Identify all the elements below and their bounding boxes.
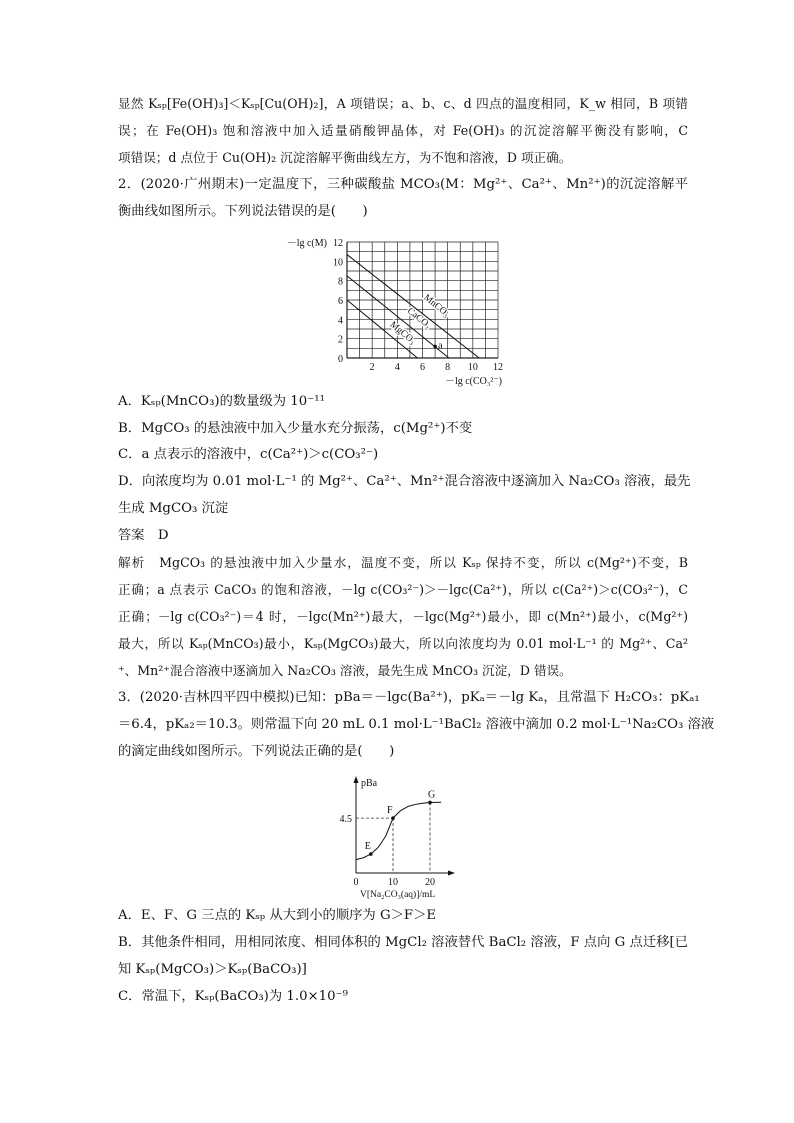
data-point-G	[428, 801, 432, 805]
q3-stem: 3．(2020·吉林四平四中模拟)已知：pBa＝－lgc(Ba²⁺)，pKₐ＝－lg Kₐ，且常温下 H₂CO₃：pKₐ₁	[118, 690, 700, 705]
q2-option-d: D．向浓度均为 0.01 mol·L⁻¹ 的 Mg²⁺、Ca²⁺、Mn²⁺混合溶液中逐滴加入 Na₂CO₃ 溶液，最先	[118, 474, 691, 489]
y-tick-label: 4	[338, 315, 343, 327]
x-tick-label: 10	[388, 877, 398, 888]
q2-explanation-line: 正确；a 点表示 CaCO₃ 的饱和溶液，－lg c(CO₃²⁻)＞－lgc(Ca²⁺)，所以 c(Ca²⁺)＞c(CO₃²⁻)，C	[118, 582, 688, 597]
q2-explanation-line: ⁺、Mn²⁺混合溶液中逐滴加入 Na₂CO₃ 溶液，最先生成 MnCO₃ 沉淀，D 错误。	[118, 663, 572, 678]
q3-stem: 的滴定曲线如图所示。下列说法正确的是( )	[118, 744, 395, 759]
x-tick-label: 12	[493, 362, 503, 373]
y-tick-label: 8	[338, 276, 343, 288]
prev-explanation-line: 显然 Kₛₚ[Fe(OH)₃]＜Kₛₚ[Cu(OH)₂]，A 项错误；a、b、c、d 四点的温度相同，K_w 相同，B 项错	[118, 96, 688, 111]
q2-answer: 答案 D	[118, 528, 169, 543]
q2-option-b: B．MgCO₃ 的悬浊液中加入少量水充分振荡，c(Mg²⁺)不变	[118, 421, 473, 436]
y-tick-label: 12	[333, 238, 343, 249]
q2-option-a: A．Kₛₚ(MnCO₃)的数量级为 10⁻¹¹	[118, 394, 325, 409]
q3-option-c: C．常温下，Kₛₚ(BaCO₃)为 1.0×10⁻⁹	[118, 989, 348, 1004]
x-tick-label: 10	[467, 362, 478, 373]
y-axis-label: pBa	[361, 778, 378, 789]
q2-explanation-line: 正确；－lg c(CO₃²⁻)＝4 时，－lgc(Mn²⁺)最大，－lgc(Mg²⁺)最小，即 c(Mn²⁺)最小，c(Mg²⁺)	[118, 609, 688, 624]
y-axis-arrow-icon	[354, 776, 359, 783]
data-point-E	[369, 852, 373, 856]
prev-explanation-line: 项错误；d 点位于 Cu(OH)₂ 沉淀溶解平衡曲线左方，为不饱和溶液，D 项正确。	[118, 150, 572, 165]
q2-chart	[280, 232, 520, 392]
y-tick-label: 4.5	[339, 814, 352, 826]
point-label: E	[364, 841, 371, 853]
x-tick-label: 0	[353, 877, 359, 888]
point-label: G	[428, 789, 436, 801]
y-tick-label: 10	[333, 257, 343, 269]
y-tick-label: 6	[338, 296, 343, 307]
x-tick-label: 6	[420, 362, 425, 373]
q2-option-c: C．a 点表示的溶液中，c(Ca²⁺)＞c(CO₃²⁻)	[118, 447, 379, 462]
prev-explanation-line: 误；在 Fe(OH)₃ 饱和溶液中加入适量硝酸钾晶体，对 Fe(OH)₃ 的沉淀溶解平衡没有影响，C	[118, 123, 688, 138]
q2-stem: 2．(2020·广州期末)一定温度下，三种碳酸盐 MCO₃(M：Mg²⁺、Ca²⁺、Mn²⁺)的沉淀溶解平	[118, 177, 688, 192]
q2-stem: 衡曲线如图所示。下列说法错误的是( )	[118, 204, 368, 219]
x-axis-label: －lg c(CO₃²⁻)	[444, 376, 502, 387]
x-tick-label: 20	[425, 877, 435, 888]
x-tick-label: 8	[445, 362, 451, 373]
q2-explanation-line: 解析 MgCO₃ 的悬浊液中加入少量水，温度不变，所以 Kₛₚ 保持不变，所以 c(Mg²⁺)不变，B	[118, 555, 688, 570]
point-label: F	[387, 805, 393, 817]
q3-option-b: B．其他条件相同，用相同浓度、相同体积的 MgCl₂ 溶液替代 BaCl₂ 溶液，F 点向 G 点迁移[已	[118, 935, 688, 950]
series-label: CaCO₃	[405, 306, 433, 332]
data-point-a	[433, 345, 437, 349]
series-label: MgCO₃	[387, 319, 418, 347]
q3-option-a: A．E、F、G 三点的 Kₛₚ 从大到小的顺序为 G＞F＞E	[118, 908, 437, 923]
x-axis-arrow-icon	[448, 871, 455, 876]
x-tick-label: 4	[394, 362, 400, 373]
q3-stem: ＝6.4，pKₐ₂＝10.3。则常温下向 20 mL 0.1 mol·L⁻¹BaCl₂ 溶液中滴加 0.2 mol·L⁻¹Na₂CO₃ 溶液	[118, 717, 715, 732]
y-axis-label: －lg c(M)	[286, 238, 327, 249]
x-axis-label: V[Na₂CO₃(aq)]/mL	[360, 890, 436, 900]
y-tick-label: 2	[338, 334, 343, 346]
y-tick-label: 0	[338, 354, 343, 365]
q3-chart	[320, 770, 490, 900]
q2-explanation-line: 最大，所以 Kₛₚ(MnCO₃)最小，Kₛₚ(MgCO₃)最大，所以向浓度均为 0.01 mol·L⁻¹ 的 Mg²⁺、Ca²	[118, 636, 688, 651]
point-label: a	[438, 340, 443, 352]
q2-option-d-cont: 生成 MgCO₃ 沉淀	[118, 501, 229, 516]
series-label: MnCO₃	[421, 293, 452, 320]
data-point-F	[391, 816, 395, 820]
x-tick-label: 2	[369, 362, 375, 373]
q3-option-b-cont: 知 Kₛₚ(MgCO₃)＞Kₛₚ(BaCO₃)]	[118, 962, 307, 977]
